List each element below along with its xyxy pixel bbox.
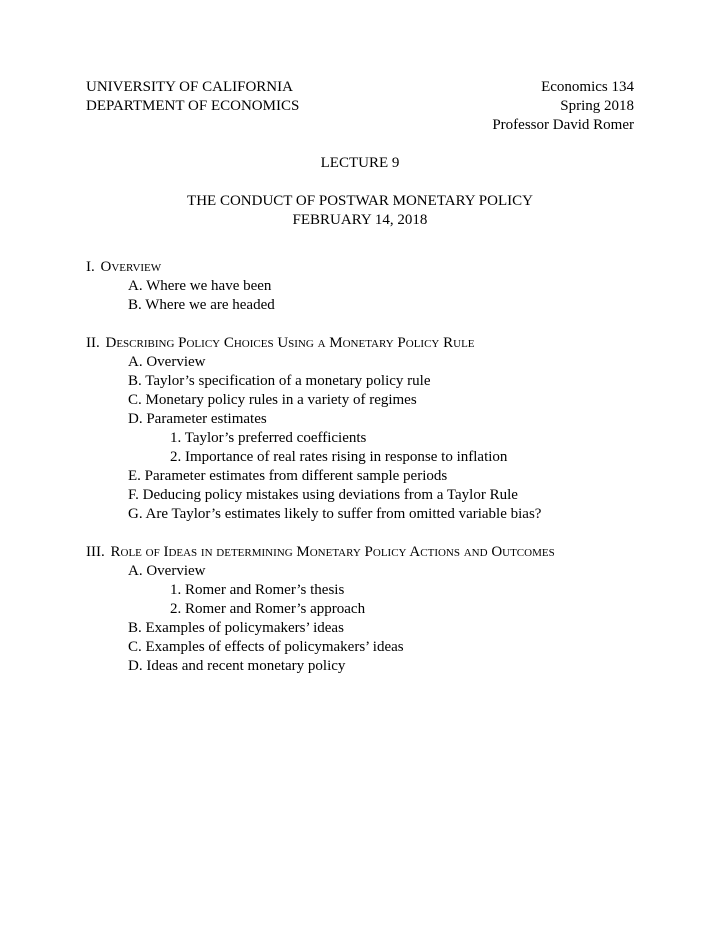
item-label: C. (128, 639, 142, 655)
course-number: Economics 134 (541, 79, 634, 95)
item-text: Overview (146, 563, 206, 579)
lecture-date: FEBRUARY 14, 2018 (292, 212, 428, 228)
section-number: II. (86, 335, 100, 351)
outline-subitem (170, 448, 507, 467)
item-label: A. (128, 563, 143, 579)
item-text: Examples of policymakers’ ideas (145, 620, 344, 636)
outline-item (128, 277, 271, 296)
outline-item (128, 619, 344, 638)
item-label: A. (128, 354, 143, 370)
outline-item (128, 657, 345, 676)
outline-subitem (170, 600, 365, 619)
item-label: B. (128, 620, 142, 636)
outline-item (128, 391, 417, 410)
subitem-label: 2. (170, 601, 182, 617)
university-name: UNIVERSITY OF CALIFORNIA (86, 79, 293, 95)
item-text: Parameter estimates (146, 411, 267, 427)
outline-subitem (170, 581, 344, 600)
department-name: DEPARTMENT OF ECONOMICS (86, 98, 300, 114)
outline-item (128, 505, 541, 524)
outline-subitem (170, 429, 366, 448)
outline-item (128, 296, 275, 315)
section-number: III. (86, 544, 105, 560)
section-heading (86, 258, 161, 277)
lecture-number: LECTURE 9 (320, 155, 400, 171)
item-text: Examples of effects of policymakers’ ideas (145, 639, 404, 655)
item-text: Monetary policy rules in a variety of regimes (145, 392, 417, 408)
item-text: Overview (146, 354, 206, 370)
subitem-text: Importance of real rates rising in response to inflation (185, 449, 508, 465)
item-text: Are Taylor’s estimates likely to suffer from omitted variable bias? (145, 506, 542, 522)
item-label: E. (128, 468, 141, 484)
item-text: Deducing policy mistakes using deviations from a Taylor Rule (142, 487, 518, 503)
item-label: A. (128, 278, 143, 294)
subitem-text: Romer and Romer’s thesis (185, 582, 345, 598)
subitem-text: Romer and Romer’s approach (185, 601, 366, 617)
item-label: B. (128, 373, 142, 389)
outline-item (128, 372, 431, 391)
item-text: Ideas and recent monetary policy (146, 658, 346, 674)
term: Spring 2018 (560, 98, 634, 114)
section-heading (86, 334, 475, 353)
item-label: C. (128, 392, 142, 408)
item-label: D. (128, 411, 143, 427)
subitem-label: 1. (170, 582, 182, 598)
item-text: Where we have been (146, 278, 272, 294)
section-title: Role of Ideas in determining Monetary Policy Actions and Outcomes (110, 544, 555, 560)
subitem-text: Taylor’s preferred coefficients (184, 430, 367, 446)
subitem-label: 2. (170, 449, 182, 465)
outline-item (128, 410, 267, 429)
item-label: G. (128, 506, 143, 522)
outline-item (128, 562, 206, 581)
item-label: D. (128, 658, 143, 674)
item-text: Where we are headed (145, 297, 275, 313)
section-heading (86, 543, 555, 562)
item-text: Taylor’s specification of a monetary policy rule (145, 373, 431, 389)
outline-item (128, 638, 404, 657)
outline-item (128, 467, 447, 486)
professor-name: Professor David Romer (492, 117, 634, 133)
outline-item (128, 486, 518, 505)
lecture-title: THE CONDUCT OF POSTWAR MONETARY POLICY (187, 193, 533, 209)
outline-item (128, 353, 206, 372)
item-text: Parameter estimates from different sample periods (144, 468, 448, 484)
section-title: Describing Policy Choices Using a Monetary Policy Rule (105, 335, 475, 351)
subitem-label: 1. (170, 430, 182, 446)
item-label: F. (128, 487, 139, 503)
item-label: B. (128, 297, 142, 313)
section-number: I. (86, 259, 95, 275)
section-title: Overview (100, 259, 162, 275)
